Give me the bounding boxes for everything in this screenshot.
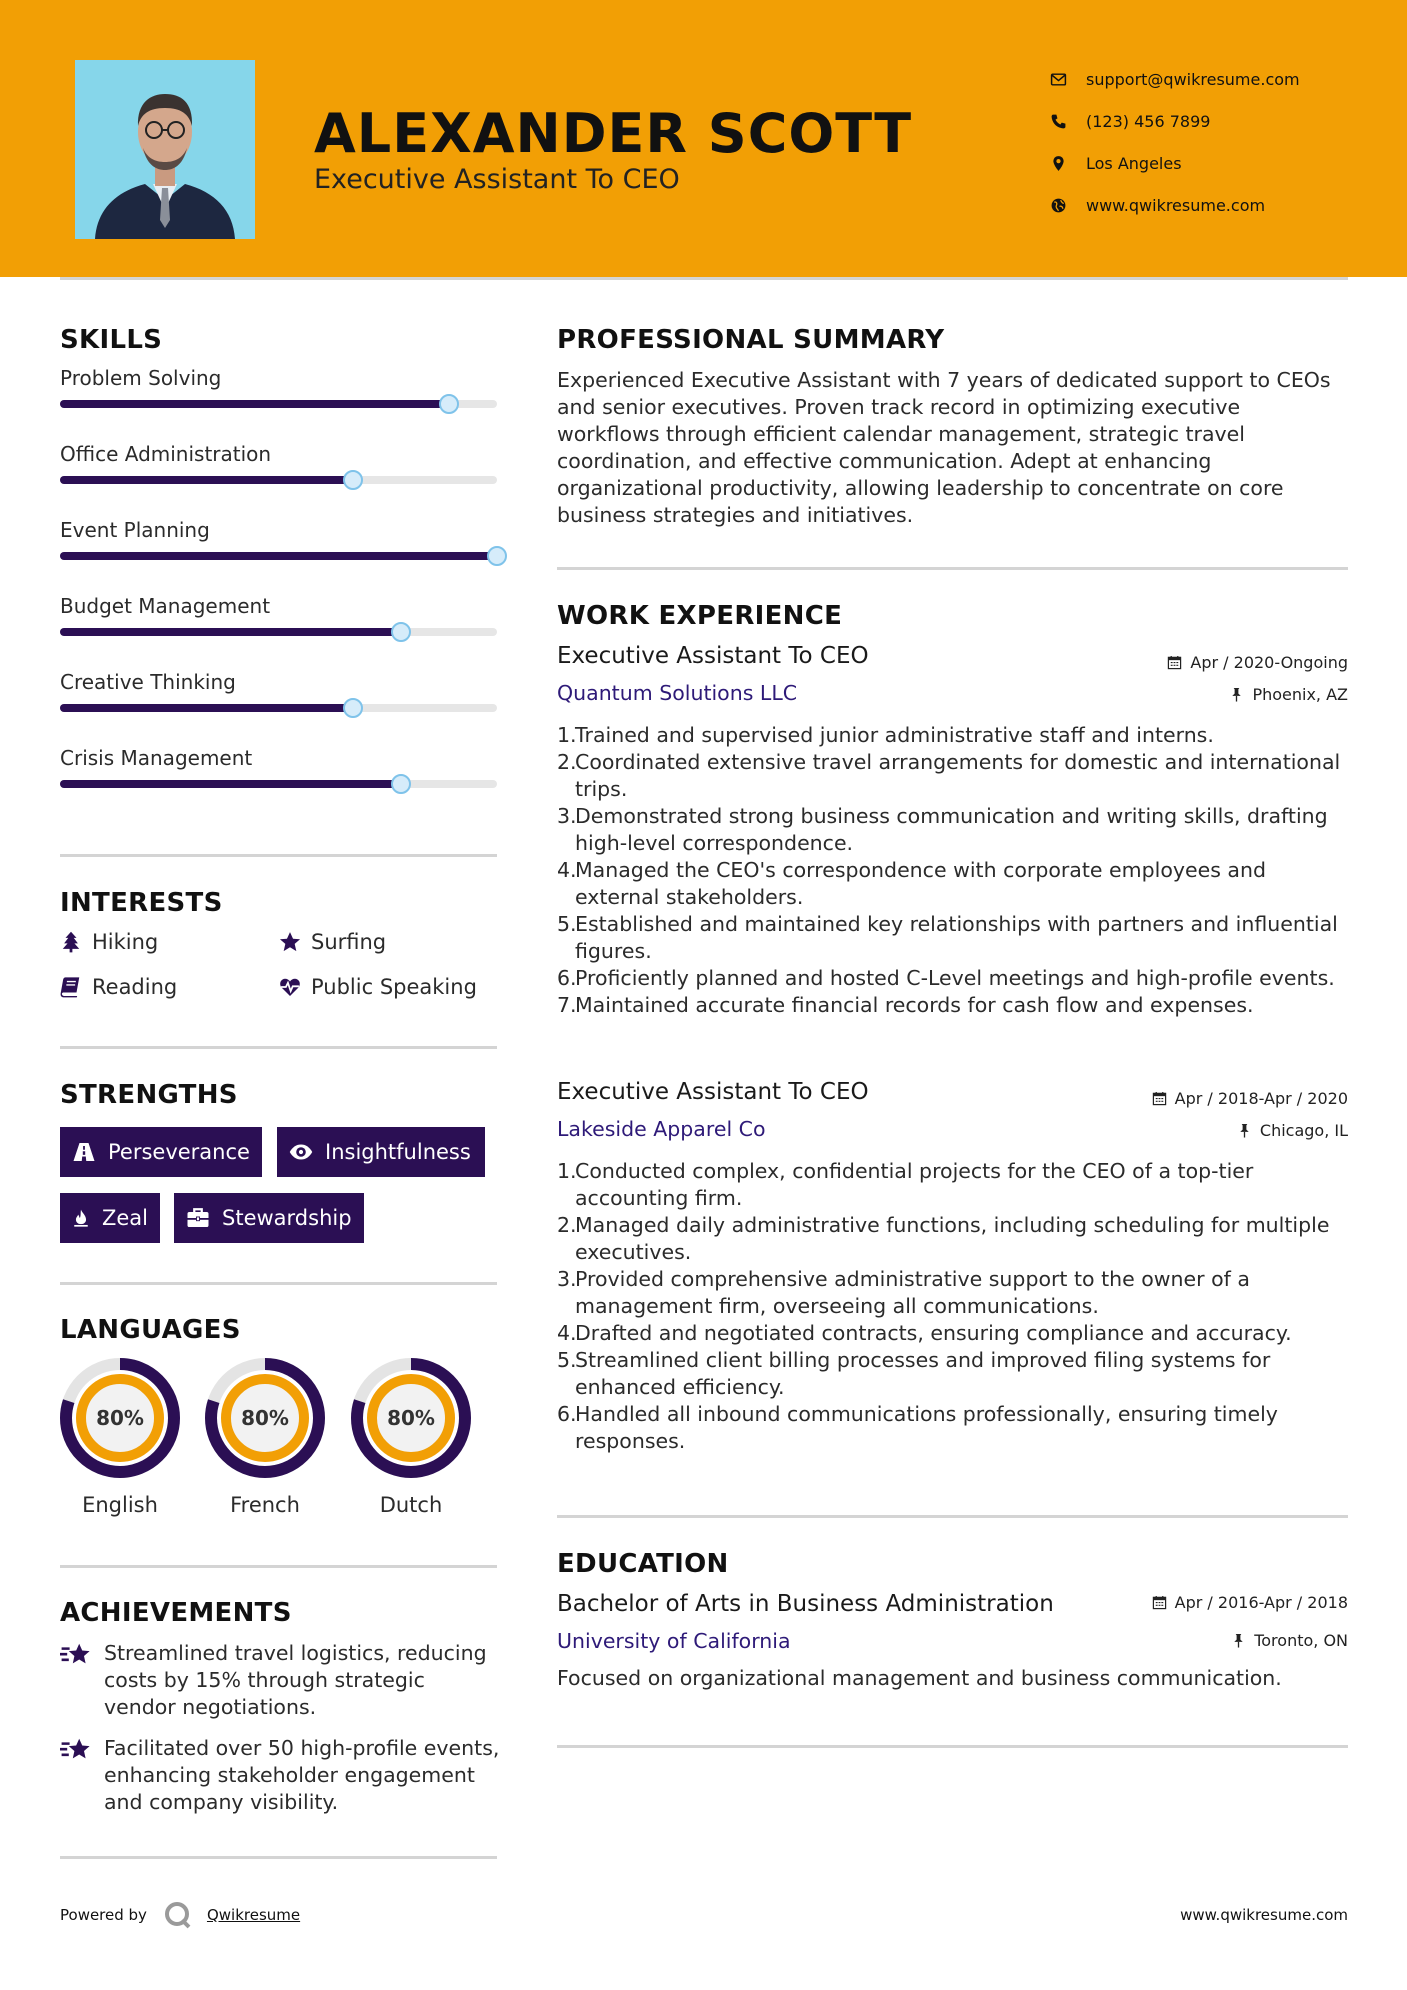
strengths-title: STRENGTHS <box>60 1080 238 1110</box>
summary-text: Experienced Executive Assistant with 7 years of dedicated support to CEOs and senior executives. Proven track record in optimizing executive workflows through efficient calendar management, strategic travel coordination, and effective communication. Adept at enhancing organizational productivity, allowing leadership to concentrate on core business strategies and initiatives. <box>557 368 1331 527</box>
list-item-number: 1. <box>557 723 577 747</box>
skill-bar-fill <box>60 780 401 788</box>
contact-location-text: Los Angeles <box>1086 153 1182 173</box>
interest-reading <box>60 975 177 999</box>
divider <box>557 1515 1348 1518</box>
divider <box>557 567 1348 570</box>
job-location <box>1229 685 1348 704</box>
job-location-text: Chicago, IL <box>1259 1121 1348 1140</box>
language-percent: 80% <box>241 1406 289 1430</box>
list-item-text: Drafted and negotiated contracts, ensuring compliance and accuracy. <box>575 1321 1292 1345</box>
skill-label: Crisis Management <box>60 746 253 770</box>
footer-powered-by <box>60 1900 300 1930</box>
heartbeat-icon <box>279 976 301 998</box>
education-location <box>1231 1631 1348 1650</box>
skill-level-knob <box>439 394 459 414</box>
strength-zeal <box>60 1193 160 1243</box>
star-icon <box>279 931 301 953</box>
pushpin-icon <box>1231 1633 1246 1648</box>
language-item <box>59 1357 181 1517</box>
pushpin-icon <box>1237 1123 1252 1138</box>
strength-perseverance <box>60 1127 262 1177</box>
profile-photo <box>75 60 255 239</box>
book-icon <box>60 976 82 998</box>
calendar-icon <box>1152 1595 1167 1610</box>
envelope-icon <box>1050 69 1086 89</box>
achievements-title: ACHIEVEMENTS <box>60 1598 292 1628</box>
skill-item <box>60 594 497 636</box>
map-pin-icon <box>1050 153 1086 173</box>
list-item-number: 5. <box>557 1348 577 1372</box>
list-item-text: Trained and supervised junior administrative staff and interns. <box>575 723 1214 747</box>
list-item <box>557 749 1347 803</box>
skill-item <box>60 442 497 484</box>
skill-label: Problem Solving <box>60 366 222 390</box>
list-item <box>557 1158 1347 1212</box>
achievement-item <box>60 1640 500 1721</box>
skill-bar-fill <box>60 704 353 712</box>
list-item <box>557 803 1347 857</box>
resume-header <box>0 0 1407 277</box>
skill-bar <box>60 628 497 636</box>
skill-item <box>60 746 497 788</box>
interest-label: Hiking <box>92 930 159 954</box>
language-item <box>350 1357 472 1517</box>
skill-label: Event Planning <box>60 518 210 542</box>
list-item <box>557 911 1347 965</box>
skill-item <box>60 366 497 408</box>
job-title: Executive Assistant To CEO <box>557 1079 869 1105</box>
briefcase-icon <box>186 1206 210 1230</box>
candidate-role: Executive Assistant To CEO <box>314 164 680 195</box>
list-item-number: 2. <box>557 1213 577 1237</box>
list-item-number: 1. <box>557 1159 577 1183</box>
interest-surfing <box>279 930 386 954</box>
list-item-text: Provided comprehensive administrative support to the owner of a management firm, overseeing all communications. <box>575 1267 1250 1318</box>
language-item <box>204 1357 326 1517</box>
list-item-text: Conducted complex, confidential projects for the CEO of a top-tier accounting firm. <box>575 1159 1254 1210</box>
interest-label: Reading <box>92 975 178 999</box>
experience-title: WORK EXPERIENCE <box>557 601 843 631</box>
job-dates <box>1152 1089 1348 1108</box>
education-degree: Bachelor of Arts in Business Administration <box>557 1591 1054 1617</box>
list-item-text: Handled all inbound communications professionally, ensuring timely responses. <box>575 1402 1278 1453</box>
job-company: Quantum Solutions LLC <box>557 681 798 705</box>
skill-bar <box>60 780 497 788</box>
skill-bar <box>60 552 497 560</box>
skill-item <box>60 670 497 712</box>
achievement-text: Facilitated over 50 high-profile events, enhancing stakeholder engagement and company visibility. <box>104 1736 500 1814</box>
interest-public-speaking <box>279 975 477 999</box>
road-icon <box>72 1140 96 1164</box>
language-name: French <box>230 1493 300 1517</box>
skills-title: SKILLS <box>60 325 163 355</box>
language-name: Dutch <box>379 1493 443 1517</box>
contact-website-text: www.qwikresume.com <box>1086 195 1266 215</box>
list-item-number: 3. <box>557 1267 577 1291</box>
divider <box>60 854 497 857</box>
divider <box>60 277 1348 280</box>
tree-icon <box>60 931 82 953</box>
language-ring <box>350 1357 472 1479</box>
footer-website[interactable]: www.qwikresume.com <box>1180 1906 1348 1924</box>
qwikresume-link[interactable]: Qwikresume <box>206 1906 301 1924</box>
list-item <box>557 1212 1347 1266</box>
strength-label: Zeal <box>101 1206 148 1230</box>
list-item-number: 4. <box>557 858 577 882</box>
contact-website[interactable] <box>1050 184 1300 226</box>
phone-icon <box>1050 111 1086 131</box>
list-item-number: 2. <box>557 750 577 774</box>
strength-stewardship <box>174 1193 364 1243</box>
languages-title: LANGUAGES <box>60 1315 241 1345</box>
contact-phone[interactable] <box>1050 100 1300 142</box>
job-dates-text: Apr / 2020-Ongoing <box>1190 653 1348 672</box>
contact-email[interactable] <box>1050 58 1300 100</box>
globe-icon <box>1050 195 1086 215</box>
education-school: University of California <box>557 1629 791 1653</box>
list-item <box>557 857 1347 911</box>
pushpin-icon <box>1229 687 1244 702</box>
contact-phone-text: (123) 456 7899 <box>1086 111 1211 131</box>
skill-label: Creative Thinking <box>60 670 236 694</box>
divider <box>60 1856 497 1859</box>
list-item-text: Established and maintained key relationships with partners and influential figures. <box>575 912 1338 963</box>
job-company: Lakeside Apparel Co <box>557 1117 766 1141</box>
list-item-number: 5. <box>557 912 577 936</box>
achievement-star-icon <box>60 1735 104 1816</box>
skill-bar <box>60 704 497 712</box>
skill-label: Budget Management <box>60 594 271 618</box>
language-percent: 80% <box>387 1406 435 1430</box>
strength-label: Perseverance <box>108 1140 250 1164</box>
summary-title: PROFESSIONAL SUMMARY <box>557 325 945 355</box>
achievement-text: Streamlined travel logistics, reducing costs by 15% through strategic vendor negotiations. <box>104 1641 487 1719</box>
education-description: Focused on organizational management and business communication. <box>557 1666 1282 1690</box>
list-item-text: Maintained accurate financial records for cash flow and expenses. <box>575 993 1254 1017</box>
list-item <box>557 965 1347 992</box>
list-item-number: 7. <box>557 993 577 1017</box>
interest-label: Surfing <box>311 930 387 954</box>
strength-insightfulness <box>277 1127 485 1177</box>
candidate-name: ALEXANDER SCOTT <box>314 102 913 165</box>
job-title: Executive Assistant To CEO <box>557 643 869 669</box>
skill-bar-fill <box>60 552 497 560</box>
achievement-star-icon <box>60 1640 104 1721</box>
divider <box>60 1046 497 1049</box>
calendar-icon <box>1167 655 1182 670</box>
education-dates-text: Apr / 2016-Apr / 2018 <box>1174 1593 1348 1612</box>
list-item <box>557 722 1347 749</box>
list-item <box>557 1266 1347 1320</box>
list-item-text: Managed daily administrative functions, including scheduling for multiple executives. <box>575 1213 1330 1264</box>
language-ring <box>204 1357 326 1479</box>
interests-title: INTERESTS <box>60 888 223 918</box>
skill-level-knob <box>391 622 411 642</box>
job-dates <box>1167 653 1348 672</box>
job-location-text: Phoenix, AZ <box>1252 685 1348 704</box>
language-percent: 80% <box>96 1406 144 1430</box>
job-location <box>1237 1121 1348 1140</box>
skill-level-knob <box>343 470 363 490</box>
list-item <box>557 1401 1347 1455</box>
list-item-text: Coordinated extensive travel arrangements for domestic and international trips. <box>575 750 1341 801</box>
divider <box>557 1745 1348 1748</box>
list-item-text: Demonstrated strong business communication and writing skills, drafting high-level correspondence. <box>575 804 1328 855</box>
strength-label: Stewardship <box>222 1206 352 1230</box>
education-location-text: Toronto, ON <box>1254 1631 1348 1650</box>
interest-hiking <box>60 930 158 954</box>
skill-bar-fill <box>60 628 401 636</box>
list-item <box>557 992 1347 1019</box>
list-item-number: 6. <box>557 1402 577 1426</box>
skill-item <box>60 518 497 560</box>
skill-bar <box>60 476 497 484</box>
list-item-text: Managed the CEO's correspondence with corporate employees and external stakeholders. <box>575 858 1266 909</box>
list-item <box>557 1347 1347 1401</box>
list-item-number: 3. <box>557 804 577 828</box>
job-bullets <box>557 722 1347 1019</box>
list-item <box>557 1320 1347 1347</box>
powered-by-text: Powered by <box>60 1906 147 1924</box>
skill-bar <box>60 400 497 408</box>
skill-bar-fill <box>60 476 353 484</box>
contact-list <box>1050 58 1300 226</box>
achievement-item <box>60 1735 500 1816</box>
skill-level-knob <box>487 546 507 566</box>
education-dates <box>1152 1593 1348 1612</box>
language-name: English <box>82 1493 158 1517</box>
divider <box>60 1565 497 1568</box>
skill-label: Office Administration <box>60 442 272 466</box>
qwikresume-logo-icon <box>163 1900 193 1930</box>
eye-icon <box>289 1140 313 1164</box>
job-bullets <box>557 1158 1347 1455</box>
interest-label: Public Speaking <box>311 975 477 999</box>
contact-email-text: support@qwikresume.com <box>1086 69 1300 89</box>
skill-level-knob <box>343 698 363 718</box>
divider <box>60 1282 497 1285</box>
fire-icon <box>72 1206 90 1230</box>
strength-label: Insightfulness <box>325 1140 471 1164</box>
list-item-number: 4. <box>557 1321 577 1345</box>
skill-level-knob <box>391 774 411 794</box>
job-dates-text: Apr / 2018-Apr / 2020 <box>1174 1089 1348 1108</box>
contact-location <box>1050 142 1300 184</box>
language-ring <box>59 1357 181 1479</box>
skill-bar-fill <box>60 400 449 408</box>
list-item-text: Streamlined client billing processes and improved filing systems for enhanced efficiency. <box>575 1348 1271 1399</box>
calendar-icon <box>1152 1091 1167 1106</box>
education-title: EDUCATION <box>557 1549 729 1579</box>
list-item-number: 6. <box>557 966 577 990</box>
list-item-text: Proficiently planned and hosted C-Level meetings and high-profile events. <box>575 966 1335 990</box>
